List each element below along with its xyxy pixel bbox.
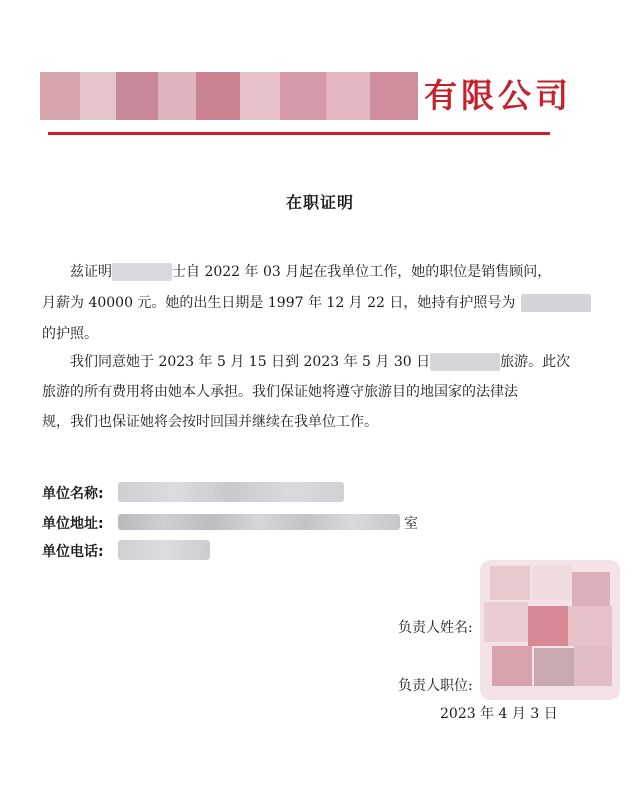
para1-line2-text: 月薪为 40000 元。她的出生日期是 1997 年 12 月 22 日，她持有护照号为 [42,295,516,311]
company-name-suffix: 有限公司 [424,76,572,115]
redacted-name [112,263,172,281]
unit-phone-label: 单位电话: [42,544,104,560]
redacted-passport-number [521,294,591,312]
para1-line3: 的护照。 [42,326,98,342]
para2-line1-start: 我们同意她于 2023 年 5 月 15 日到 2023 年 5 月 30 日 [70,354,431,370]
unit-address-label: 单位地址: [42,516,104,532]
para2-line1 [70,352,570,372]
redacted-unit-address [118,514,400,530]
unit-address-suffix: 室 [404,516,418,532]
letterhead-rule [48,132,550,135]
letterhead [40,70,572,130]
redacted-unit-name [118,482,344,502]
responsible-person-title-label: 负责人职位: [398,678,473,694]
unit-name-label: 单位名称: [42,486,104,502]
document-title: 在职证明 [285,193,354,212]
para1-line2 [42,293,591,313]
redacted-destination [430,353,500,371]
redacted-seal [480,560,620,700]
responsible-person-name-label: 负责人姓名: [398,620,473,636]
para1-line1 [70,262,551,282]
document-date: 2023 年 4 月 3 日 [440,706,558,722]
redacted-unit-phone [118,540,210,560]
redacted-company-name [40,72,418,120]
para1-line1-end: 士自 2022 年 03 月起在我单位工作，她的职位是销售顾问， [172,264,552,280]
para2-line3: 规，我们也保证她将会按时回国并继续在我单位工作。 [42,414,378,430]
para1-line1-start: 兹证明 [70,264,112,280]
para2-line2: 旅游的所有费用将由她本人承担。我们保证她将遵守旅游目的地国家的法律法 [42,384,518,400]
para2-line1-end: 旅游。此次 [500,354,571,370]
